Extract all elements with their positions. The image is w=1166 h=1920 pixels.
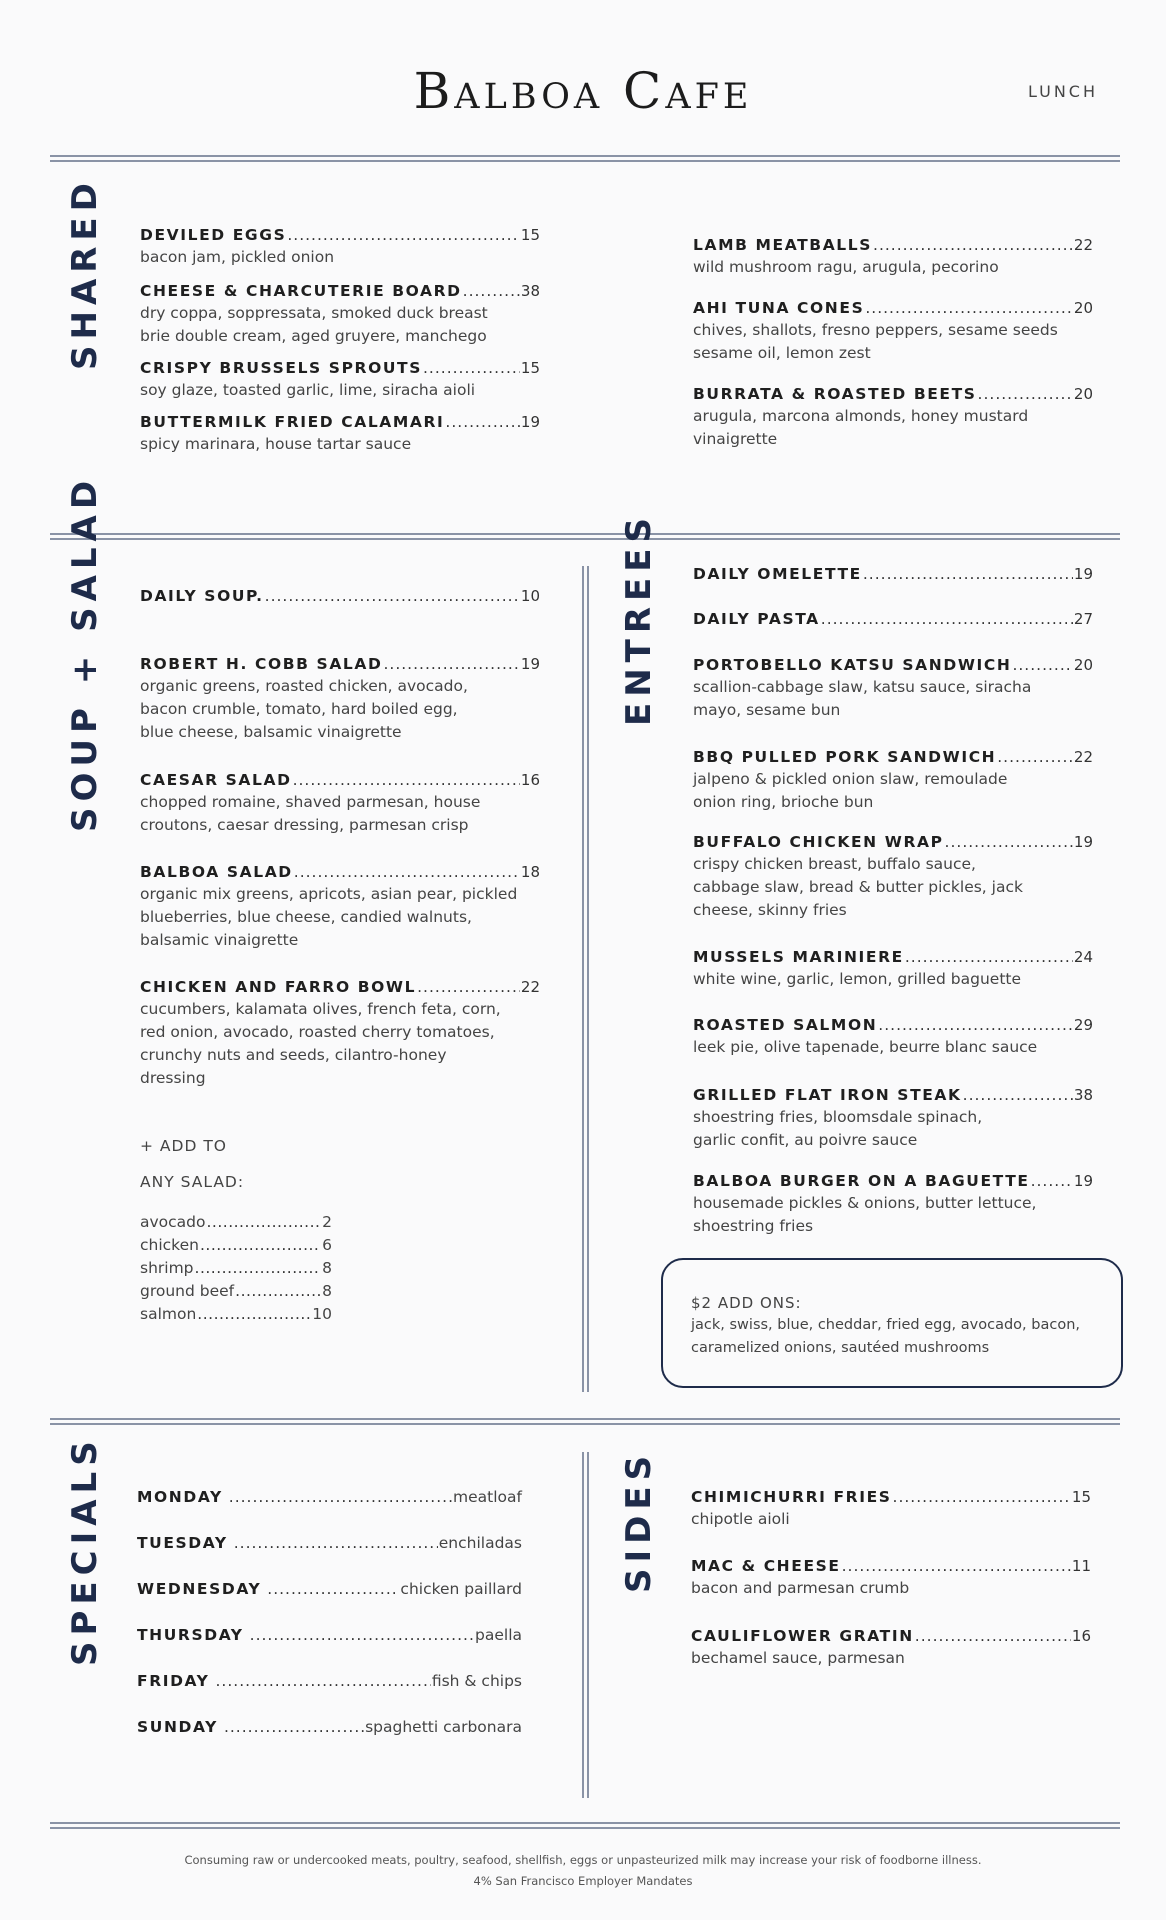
menu-item — [693, 831, 1093, 922]
salad-addon-price: 8 — [322, 1259, 332, 1277]
menu-item — [691, 1555, 1091, 1600]
menu-item-price: 22 — [1073, 236, 1093, 254]
special-row — [137, 1578, 522, 1600]
menu-item-description: dry coppa, soppressata, smoked duck breast — [140, 304, 488, 322]
leader-dots — [234, 1532, 438, 1554]
special-row — [137, 1624, 522, 1646]
menu-item-description: housemade pickles & onions, butter lettuce, — [693, 1194, 1037, 1212]
menu-item-price: 10 — [520, 587, 540, 605]
section-label-sides: SIDES — [619, 1449, 659, 1593]
menu-item — [693, 297, 1093, 365]
menu-item-description: arugula, marcona almonds, honey mustard — [693, 407, 1029, 425]
leader-dots — [267, 1578, 399, 1600]
menu-item-description: spicy marinara, house tartar sauce — [140, 435, 412, 453]
menu-item — [691, 1625, 1091, 1670]
menu-item-description: organic mix greens, apricots, asian pear, pickled — [140, 885, 518, 903]
leader-dots — [287, 224, 520, 246]
menu-item-description: cabbage slaw, bread & butter pickles, jack — [693, 878, 1023, 896]
leader-dots — [963, 1084, 1073, 1106]
menu-item — [140, 280, 540, 348]
leader-dots — [250, 1624, 474, 1646]
leader-dots — [294, 861, 520, 883]
leader-dots — [197, 1303, 311, 1326]
menu-item — [140, 769, 540, 837]
leader-dots — [229, 1486, 452, 1508]
salad-addon-price: 6 — [322, 1236, 332, 1254]
menu-item-description: crispy chicken breast, buffalo sauce, — [693, 855, 976, 873]
leader-dots — [383, 653, 519, 675]
menu-item — [693, 1170, 1093, 1238]
leader-dots — [915, 1625, 1071, 1647]
menu-item — [140, 357, 540, 402]
menu-item-price: 19 — [520, 655, 540, 673]
special-dish: chicken paillard — [400, 1580, 522, 1598]
menu-item — [693, 654, 1093, 722]
special-day: MONDAY — [137, 1488, 223, 1506]
leader-dots — [224, 1716, 364, 1738]
leader-dots — [878, 1014, 1073, 1036]
section-label-shared: SHARED — [65, 177, 105, 370]
menu-item-name: BURRATA & ROASTED BEETS — [693, 385, 977, 403]
menu-item-description: red onion, avocado, roasted cherry tomatoes, — [140, 1023, 495, 1041]
menu-item-description: jalpeno & pickled onion slaw, remoulade — [693, 770, 1008, 788]
menu-item-name: LAMB MEATBALLS — [693, 236, 873, 254]
special-dish: fish & chips — [431, 1672, 522, 1690]
leader-dots — [417, 976, 520, 998]
menu-item-name: AHI TUNA CONES — [693, 299, 865, 317]
menu-item-price: 22 — [520, 978, 540, 996]
menu-item-name: CAESAR SALAD — [140, 771, 292, 789]
menu-item-description: vinaigrette — [693, 430, 778, 448]
special-day: TUESDAY — [137, 1534, 228, 1552]
special-day: FRIDAY — [137, 1672, 210, 1690]
menu-item-description: brie double cream, aged gruyere, manchego — [140, 327, 487, 345]
menu-item — [140, 585, 540, 607]
menu-item — [693, 1084, 1093, 1152]
leader-dots — [865, 297, 1073, 319]
special-dish: enchiladas — [438, 1534, 522, 1552]
menu-item-description: chipotle aioli — [691, 1510, 790, 1528]
menu-item-name: DEVILED EGGS — [140, 226, 287, 244]
footer-mandate: 4% San Francisco Employer Mandates — [473, 1874, 693, 1888]
salad-addon-row — [140, 1211, 332, 1234]
section-label-soup-salad: SOUP + SALAD — [65, 474, 105, 832]
leader-dots — [265, 585, 520, 607]
menu-item-name: MAC & CHEESE — [691, 1557, 841, 1575]
leader-dots — [235, 1280, 321, 1303]
menu-item-price: 15 — [520, 226, 540, 244]
menu-item — [693, 946, 1093, 991]
menu-item-description: scallion-cabbage slaw, katsu sauce, siracha — [693, 678, 1032, 696]
entree-addons-box — [661, 1258, 1123, 1388]
salad-addon-name: avocado — [140, 1213, 206, 1231]
menu-item-price: 20 — [1073, 385, 1093, 403]
menu-item — [140, 976, 540, 1090]
salad-addon-name: ground beef — [140, 1282, 235, 1300]
divider-top — [50, 155, 1120, 162]
salad-addon-price: 8 — [322, 1282, 332, 1300]
menu-item-name: CAULIFLOWER GRATIN — [691, 1627, 914, 1645]
leader-dots — [905, 946, 1073, 968]
entree-addons-desc-1: jack, swiss, blue, cheddar, fried egg, avocado, bacon, — [691, 1317, 1080, 1333]
menu-item-description: bacon jam, pickled onion — [140, 248, 335, 266]
menu-item-name: CHEESE & CHARCUTERIE BOARD — [140, 282, 462, 300]
salad-addon-name: shrimp — [140, 1259, 194, 1277]
menu-item — [693, 234, 1093, 279]
footer-warning: Consuming raw or undercooked meats, poultry, seafood, shellfish, eggs or unpasteurized milk may increase your risk of foodborne illness. — [184, 1853, 982, 1867]
meal-label: LUNCH — [1028, 82, 1098, 101]
leader-dots — [293, 769, 520, 791]
menu-item-description: sesame oil, lemon zest — [693, 344, 871, 362]
menu-item-description: mayo, sesame bun — [693, 701, 841, 719]
menu-item-price: 19 — [520, 413, 540, 431]
leader-dots — [1031, 1170, 1073, 1192]
menu-item-description: shoestring fries — [693, 1217, 814, 1235]
menu-item-description: bechamel sauce, parmesan — [691, 1649, 905, 1667]
menu-item-description: crunchy nuts and seeds, cilantro-honey — [140, 1046, 447, 1064]
menu-item-price: 27 — [1073, 610, 1093, 628]
special-row — [137, 1486, 522, 1508]
divider-mid-1 — [50, 533, 1120, 540]
menu-item-description: blue cheese, balsamic vinaigrette — [140, 723, 402, 741]
menu-item-description: garlic confit, au poivre sauce — [693, 1131, 918, 1149]
menu-item-price: 19 — [1073, 565, 1093, 583]
salad-addon-name: salmon — [140, 1305, 197, 1323]
menu-item-price: 29 — [1073, 1016, 1093, 1034]
menu-item-name: CHIMICHURRI FRIES — [691, 1488, 892, 1506]
special-dish: spaghetti carbonara — [365, 1718, 522, 1736]
menu-item-name: PORTOBELLO KATSU SANDWICH — [693, 656, 1012, 674]
menu-item-description: blueberries, blue cheese, candied walnuts, — [140, 908, 472, 926]
menu-item-price: 18 — [520, 863, 540, 881]
menu-item-description: wild mushroom ragu, arugula, pecorino — [693, 258, 999, 276]
column-divider-1 — [582, 566, 589, 1392]
menu-item-name: BBQ PULLED PORK SANDWICH — [693, 748, 997, 766]
menu-item-price: 38 — [520, 282, 540, 300]
menu-item-description: white wine, garlic, lemon, grilled baguette — [693, 970, 1022, 988]
menu-item-description: leek pie, olive tapenade, beurre blanc sauce — [693, 1038, 1038, 1056]
menu-item-price: 15 — [1071, 1488, 1091, 1506]
menu-item-name: DAILY PASTA — [693, 610, 820, 628]
menu-item-description: cucumbers, kalamata olives, french feta, corn, — [140, 1000, 501, 1018]
special-day: SUNDAY — [137, 1718, 218, 1736]
menu-item-description: onion ring, brioche bun — [693, 793, 874, 811]
menu-item-name: BALBOA SALAD — [140, 863, 293, 881]
entree-addons-desc-2: caramelized onions, sautéed mushrooms — [691, 1340, 990, 1356]
menu-item-price: 38 — [1073, 1086, 1093, 1104]
menu-item-name: BUFFALO CHICKEN WRAP — [693, 833, 944, 851]
salad-addon-row — [140, 1303, 332, 1326]
menu-item-price: 16 — [520, 771, 540, 789]
divider-mid-2 — [50, 1418, 1120, 1425]
salad-addons-subtitle: ANY SALAD: — [140, 1173, 245, 1191]
special-row — [137, 1670, 522, 1692]
salad-addons — [140, 1137, 332, 1326]
menu-item-description: croutons, caesar dressing, parmesan crisp — [140, 816, 469, 834]
menu-item-description: shoestring fries, bloomsdale spinach, — [693, 1108, 983, 1126]
leader-dots — [978, 383, 1073, 405]
menu-item-description: bacon crumble, tomato, hard boiled egg, — [140, 700, 458, 718]
section-label-entrees: ENTREES — [619, 512, 659, 726]
leader-dots — [463, 280, 520, 302]
menu-item — [140, 861, 540, 952]
leader-dots — [842, 1555, 1071, 1577]
special-dish: paella — [475, 1626, 522, 1644]
menu-item — [693, 608, 1093, 630]
divider-bottom — [50, 1822, 1120, 1829]
leader-dots — [423, 357, 520, 379]
salad-addon-price: 2 — [322, 1213, 332, 1231]
menu-item — [693, 563, 1093, 585]
leader-dots — [195, 1257, 322, 1280]
salad-addon-row — [140, 1280, 332, 1303]
menu-item-price: 16 — [1071, 1627, 1091, 1645]
menu-item — [693, 383, 1093, 451]
menu-item-price: 20 — [1073, 656, 1093, 674]
salad-addon-name: chicken — [140, 1236, 199, 1254]
menu-item-name: GRILLED FLAT IRON STEAK — [693, 1086, 962, 1104]
menu-item-price: 19 — [1073, 833, 1093, 851]
menu-item-price: 20 — [1073, 299, 1093, 317]
menu-item — [140, 411, 540, 456]
special-dish: meatloaf — [453, 1488, 522, 1506]
menu-item-price: 22 — [1073, 748, 1093, 766]
menu-item — [693, 1014, 1093, 1059]
salad-addon-row — [140, 1257, 332, 1280]
leader-dots — [1012, 654, 1072, 676]
leader-dots — [200, 1234, 321, 1257]
leader-dots — [873, 234, 1073, 256]
leader-dots — [207, 1211, 322, 1234]
menu-item-description: organic greens, roasted chicken, avocado, — [140, 677, 468, 695]
special-day: WEDNESDAY — [137, 1580, 262, 1598]
restaurant-title: Balboa Cafe — [413, 62, 753, 120]
salad-addon-price: 10 — [312, 1305, 332, 1323]
menu-item — [693, 746, 1093, 814]
menu-item — [691, 1486, 1091, 1531]
menu-item-description: chopped romaine, shaved parmesan, house — [140, 793, 481, 811]
section-label-specials: SPECIALS — [65, 1435, 105, 1666]
menu-item-description: cheese, skinny fries — [693, 901, 847, 919]
menu-item-name: CHICKEN AND FARRO BOWL — [140, 978, 417, 996]
leader-dots — [997, 746, 1073, 768]
menu-item-name: ROASTED SALMON — [693, 1016, 878, 1034]
leader-dots — [945, 831, 1073, 853]
menu-item — [140, 224, 540, 269]
leader-dots — [893, 1486, 1071, 1508]
menu-item-price: 24 — [1073, 948, 1093, 966]
entree-addons-title: $2 ADD ONS: — [691, 1294, 802, 1312]
salad-addon-row — [140, 1234, 332, 1257]
special-row — [137, 1716, 522, 1738]
special-day: THURSDAY — [137, 1626, 244, 1644]
menu-item-price: 19 — [1073, 1172, 1093, 1190]
menu-item-name: CRISPY BRUSSELS SPROUTS — [140, 359, 422, 377]
leader-dots — [216, 1670, 431, 1692]
menu-item-name: ROBERT H. COBB SALAD — [140, 655, 383, 673]
leader-dots — [445, 411, 519, 433]
menu-item-name: MUSSELS MARINIERE — [693, 948, 904, 966]
leader-dots — [863, 563, 1073, 585]
column-divider-2 — [582, 1452, 589, 1798]
menu-item-name: DAILY SOUP. — [140, 587, 264, 605]
menu-item-description: soy glaze, toasted garlic, lime, siracha aioli — [140, 381, 476, 399]
special-row — [137, 1532, 522, 1554]
menu-item-description: chives, shallots, fresno peppers, sesame seeds — [693, 321, 1058, 339]
menu-item-name: BALBOA BURGER ON A BAGUETTE — [693, 1172, 1030, 1190]
menu-item-price: 11 — [1071, 1557, 1091, 1575]
menu-item-name: BUTTERMILK FRIED CALAMARI — [140, 413, 445, 431]
leader-dots — [821, 608, 1073, 630]
menu-item — [140, 653, 540, 744]
menu-item-description: bacon and parmesan crumb — [691, 1579, 910, 1597]
salad-addons-title: + ADD TO — [140, 1137, 227, 1155]
menu-item-name: DAILY OMELETTE — [693, 565, 862, 583]
menu-item-price: 15 — [520, 359, 540, 377]
menu-item-description: dressing — [140, 1069, 206, 1087]
menu-item-description: balsamic vinaigrette — [140, 931, 299, 949]
